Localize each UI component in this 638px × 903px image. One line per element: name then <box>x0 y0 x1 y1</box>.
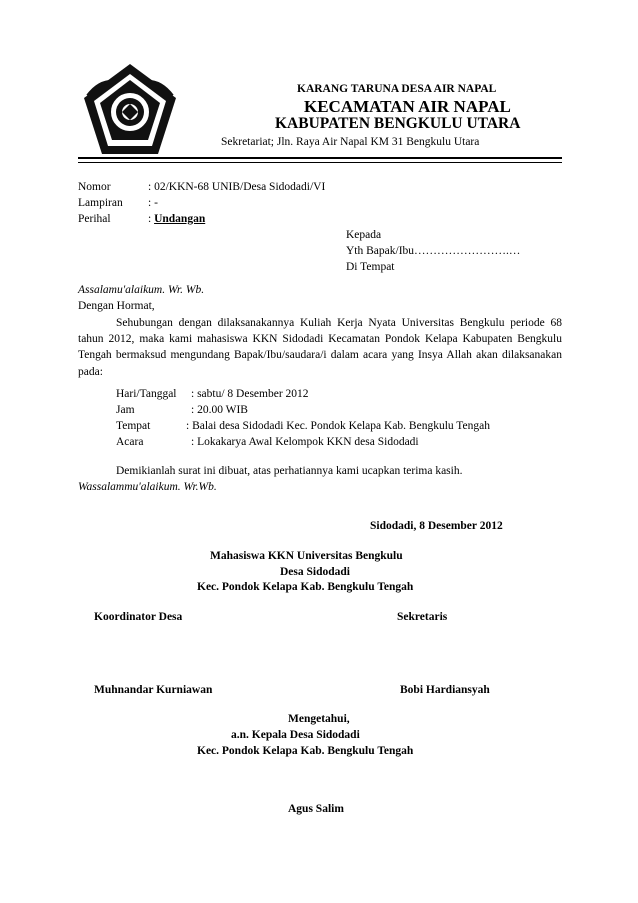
ack-line-3: Kec. Pondok Kelapa Kab. Bengkulu Tengah <box>197 745 414 757</box>
greeting: Dengan Hormat, <box>78 300 155 312</box>
detail-value-event: : Lokakarya Awal Kelompok KKN desa Sidodadi <box>191 436 419 448</box>
detail-label-time: Jam <box>116 404 135 416</box>
detail-value-date: : sabtu/ 8 Desember 2012 <box>191 388 309 400</box>
perihal-field <box>148 213 205 225</box>
regency-name: KABUPATEN BENGKULU UTARA <box>275 115 521 132</box>
perihal-value: Undangan <box>154 213 206 225</box>
nomor-label: Nomor <box>78 181 111 193</box>
sender-line-1: Mahasiswa KKN Universitas Bengkulu <box>210 550 403 562</box>
header-rule-thick <box>78 157 562 159</box>
lampiran-value: : - <box>148 197 158 209</box>
perihal-colon: : <box>148 213 155 225</box>
closing-sentence: Demikianlah surat ini dibuat, atas perhatiannya kami ucapkan terima kasih. <box>116 465 463 477</box>
salam: Assalamu'alaikum. Wr. Wb. <box>78 284 205 296</box>
ack-line-2: a.n. Kepala Desa Sidodadi <box>231 729 360 741</box>
org-name: KARANG TARUNA DESA AIR NAPAL <box>297 83 497 95</box>
detail-label-date: Hari/Tanggal <box>116 388 177 400</box>
recipient-line-1: Kepada <box>346 229 382 241</box>
secretary-name: Bobi Hardiansyah <box>400 684 490 696</box>
detail-value-place: : Balai desa Sidodadi Kec. Pondok Kelapa Kab. Bengkulu Tengah <box>186 420 490 432</box>
detail-value-time: : 20.00 WIB <box>191 404 248 416</box>
body-paragraph: Sehubungan dengan dilaksanakannya Kuliah Kerja Nyata Universitas Bengkulu periode 68 tahun 2012, maka kami mahasiswa KKN Sidodadi Kecamatan Pondok Kelapa Kabupaten Bengkulu Tengah bermaksud mengundang Bapak/Ibu/saudara/i dalam acara yang Insya Allah akan dilaksanakan pada: <box>78 317 562 378</box>
perihal-label: Perihal <box>78 213 111 225</box>
village-head-name: Agus Salim <box>288 803 344 815</box>
karang-taruna-logo <box>80 60 180 160</box>
sender-line-2: Desa Sidodadi <box>280 566 350 578</box>
nomor-value: : 02/KKN-68 UNIB/Desa Sidodadi/VI <box>148 181 326 193</box>
coordinator-name: Muhnandar Kurniawan <box>94 684 213 696</box>
header-rule-thin <box>78 162 562 163</box>
place-date: Sidodadi, 8 Desember 2012 <box>370 520 503 532</box>
lampiran-label: Lampiran <box>78 197 123 209</box>
sender-line-3: Kec. Pondok Kelapa Kab. Bengkulu Tengah <box>197 581 414 593</box>
secretariat-address: Sekretariat; Jln. Raya Air Napal KM 31 Bengkulu Utara <box>221 136 480 148</box>
coordinator-title: Koordinator Desa <box>94 611 183 623</box>
secretary-title: Sekretaris <box>397 611 448 623</box>
detail-label-place: Tempat <box>116 420 151 432</box>
recipient-line-2: Yth Bapak/Ibu…………………….… <box>346 245 521 257</box>
recipient-line-3: Di Tempat <box>346 261 395 273</box>
district-name: KECAMATAN AIR NAPAL <box>304 97 511 116</box>
detail-label-event: Acara <box>116 436 144 448</box>
wassalam: Wassalammu'alaikum. Wr.Wb. <box>78 481 217 493</box>
ack-line-1: Mengetahui, <box>288 713 350 725</box>
